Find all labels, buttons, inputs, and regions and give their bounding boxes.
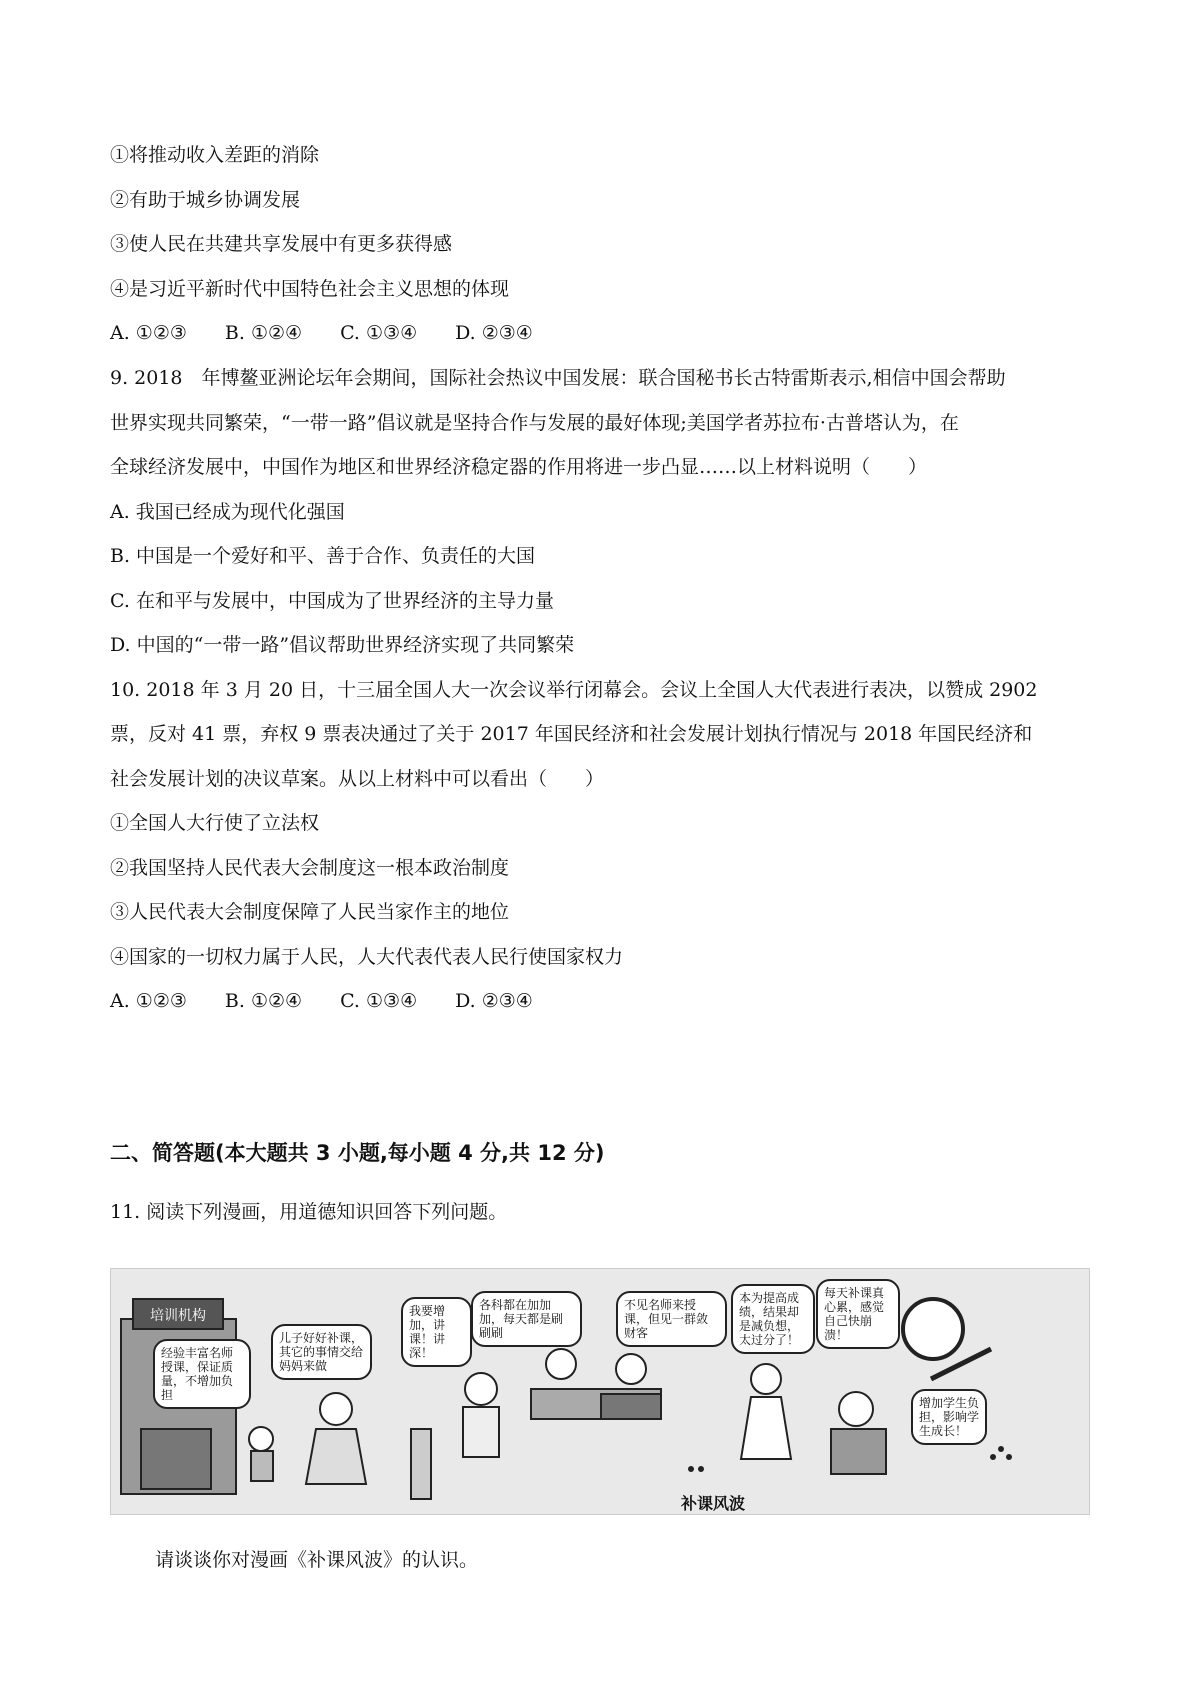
cartoon-image — [110, 1268, 1090, 1515]
q10-option-2: ②我国坚持人民代表大会制度这一根本政治制度 — [110, 857, 510, 879]
q9-choice-d: D. 中国的“一带一路”倡议帮助世界经济实现了共同繁荣 — [110, 634, 575, 656]
q9-choice-a: A. 我国已经成为现代化强国 — [110, 501, 345, 523]
teacher-figure — [411, 1373, 499, 1499]
q8-option-1: ①将推动收入差距的消除 — [110, 144, 320, 166]
q9-choice-c: C. 在和平与发展中，中国成为了世界经济的主导力量 — [110, 590, 554, 612]
q9-line-1: 9. 2018 年博鳌亚洲论坛年会期间，国际社会热议中国发展：联合国秘书长古特雷斯表示,相信中国会帮助 — [110, 367, 1006, 389]
speech-bubble-student-1: 各科都在加加加，每天都是刷刷刷 — [471, 1291, 582, 1347]
cartoon-title: 补课风波 — [681, 1494, 746, 1513]
q8-choice-c: C. ①③④ — [340, 322, 418, 344]
mother-figure — [306, 1393, 366, 1484]
q11-prompt: 11. 阅读下列漫画，用道德知识回答下列问题。 — [110, 1201, 508, 1223]
q8-choice-b: B. ①②④ — [224, 322, 303, 344]
q10-line-2: 票，反对 41 票，弃权 9 票表决通过了关于 2017 年国民经济和社会发展计划执行情况与 2018 年国民经济和 — [110, 723, 1033, 745]
q9-line-3: 全球经济发展中，中国作为地区和世界经济稳定器的作用将进一步凸显……以上材料说明（ ） — [110, 456, 928, 478]
q8-choices — [110, 321, 571, 345]
section-2-heading: 二、简答题(本大题共 3 小题,每小题 4 分,共 12 分) — [110, 1141, 605, 1165]
speech-bubble-student-2: 不见名师来授课，但见一群敛财客 — [616, 1291, 727, 1347]
q8-option-4: ④是习近平新时代中国特色社会主义思想的体现 — [110, 278, 510, 300]
speech-bubble-mother: 儿子好好补课，其它的事情交给妈妈来做 — [271, 1324, 372, 1380]
speech-bubble-boy: 每天补课真心累，感觉自己快崩溃！ — [816, 1279, 900, 1349]
q10-choice-b: B. ①②④ — [224, 990, 303, 1012]
q10-option-4: ④国家的一切权力属于人民，人大代表代表人民行使国家权力 — [110, 946, 624, 968]
q8-option-2: ②有助于城乡协调发展 — [110, 189, 301, 211]
q11-question: 请谈谈你对漫画《补课风波》的认识。 — [155, 1549, 479, 1571]
students-desk — [531, 1349, 661, 1419]
q10-line-3: 社会发展计划的决议草案。从以上材料中可以看出（ ） — [110, 768, 605, 790]
speech-bubble-institution: 经验丰富名师授课，保证质量，不增加负担 — [153, 1339, 251, 1409]
q8-choice-a: A. ①②③ — [110, 322, 187, 344]
girl-figure — [741, 1364, 791, 1459]
q9-line-2: 世界实现共同繁荣，“一带一路”倡议就是坚持合作与发展的最好体现;美国学者苏拉布·古普塔认为，在 — [110, 412, 959, 434]
child-figure — [249, 1427, 273, 1481]
q10-choice-c: C. ①③④ — [340, 990, 418, 1012]
q10-choice-d: D. ②③④ — [455, 990, 533, 1012]
q9-choice-b: B. 中国是一个爱好和平、善于合作、负责任的大国 — [110, 545, 536, 567]
institution-door — [141, 1429, 211, 1489]
speech-bubble-teacher: 我要增加，讲课！讲深！ — [401, 1297, 472, 1367]
q10-choices — [110, 989, 571, 1013]
stamp-circle — [903, 1299, 963, 1359]
institution-sign-text: 培训机构 — [150, 1308, 206, 1324]
q8-option-3: ③使人民在共建共享发展中有更多获得感 — [110, 233, 453, 255]
q10-choice-a: A. ①②③ — [110, 990, 187, 1012]
q10-option-1: ①全国人大行使了立法权 — [110, 812, 320, 834]
q10-option-3: ③人民代表大会制度保障了人民当家作主的地位 — [110, 901, 510, 923]
speech-bubble-side-note: 增加学生负担，影响学生成长！ — [911, 1389, 987, 1445]
q10-line-1: 10. 2018 年 3 月 20 日，十三届全国人大一次会议举行闭幕会。会议上全国人大代表进行表决，以赞成 2902 — [110, 679, 1038, 701]
speech-bubble-girl: 本为提高成绩，结果却是减负想，太过分了！ — [731, 1284, 815, 1354]
boy-with-books-figure — [831, 1392, 886, 1474]
q8-choice-d: D. ②③④ — [455, 322, 533, 344]
